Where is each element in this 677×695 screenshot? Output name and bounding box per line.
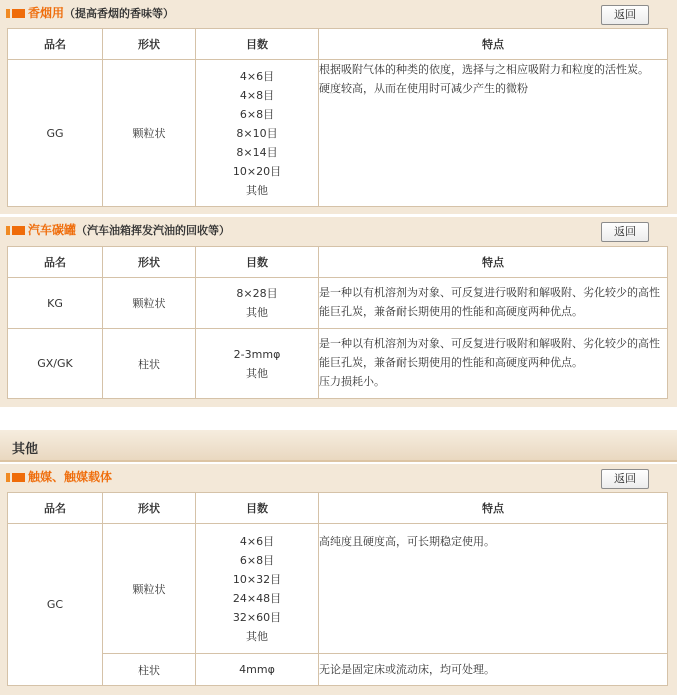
category-title: 其他 [12, 442, 39, 457]
bullet-square-icon [6, 473, 10, 482]
product-shape: 颗粒状 [103, 524, 196, 654]
product-feature [319, 60, 668, 207]
back-button[interactable]: 返回 [601, 469, 649, 489]
section-title-sub: （汽车油箱挥发汽油的回收等） [76, 224, 231, 237]
product-shape: 颗粒状 [103, 60, 196, 207]
table-row [8, 278, 668, 329]
back-button[interactable]: 返回 [601, 5, 649, 25]
category-bar-other [0, 430, 677, 462]
mesh-value: 4×6目 [239, 69, 275, 83]
table-header-row [8, 29, 668, 60]
mesh-value: 6×8目 [239, 553, 275, 567]
feature-text: 无论是固定床或流动床，均可处理。 [319, 663, 495, 676]
product-feature [319, 654, 668, 686]
product-feature [319, 524, 668, 654]
column-header-name: 品名 [8, 493, 103, 524]
section-title [28, 470, 112, 485]
section-title-main: 触媒、触媒载体 [28, 470, 113, 484]
feature-text: 压力损耗小。 [319, 375, 385, 388]
section-title [28, 6, 174, 21]
column-header-feature: 特点 [319, 247, 668, 278]
table-header-row [8, 493, 668, 524]
product-name: KG [8, 278, 103, 329]
table-row [8, 654, 668, 686]
product-table [7, 246, 668, 399]
product-table [7, 492, 668, 686]
section-header [0, 217, 677, 244]
mesh-value: 8×10目 [236, 126, 278, 140]
product-name: GG [8, 60, 103, 207]
mesh-value: 其他 [246, 183, 268, 197]
product-mesh: 4mmφ [196, 654, 319, 686]
mesh-value: 其他 [246, 306, 268, 319]
product-feature [319, 278, 668, 329]
bullet-bar-icon [12, 9, 25, 18]
product-feature [319, 329, 668, 399]
column-header-shape: 形状 [103, 29, 196, 60]
product-name: GC [8, 524, 103, 686]
product-table [7, 28, 668, 207]
mesh-value: 24×48目 [232, 591, 282, 605]
mesh-value: 4×8目 [239, 88, 275, 102]
column-header-shape: 形状 [103, 247, 196, 278]
back-button[interactable]: 返回 [601, 222, 649, 242]
bullet-bar-icon [12, 473, 25, 482]
product-mesh [196, 524, 319, 654]
section-title-main: 汽车碳罐 [28, 223, 77, 237]
mesh-value: 32×60目 [232, 610, 282, 624]
table-row [8, 60, 668, 207]
table-header-row [8, 247, 668, 278]
mesh-value: 2-3mmφ [233, 347, 281, 361]
bullet-bar-icon [12, 226, 25, 235]
column-header-name: 品名 [8, 29, 103, 60]
feature-text: 高纯度且硬度高，可长期稳定使用。 [319, 535, 495, 548]
section-title [28, 223, 230, 238]
bullet-square-icon [6, 226, 10, 235]
column-header-mesh: 目数 [196, 29, 319, 60]
feature-text: 硬度较高，从而在使用时可减少产生的微粉 [319, 82, 528, 95]
mesh-value: 10×20目 [232, 164, 282, 178]
column-header-mesh: 目数 [196, 493, 319, 524]
column-header-feature: 特点 [319, 29, 668, 60]
mesh-value: 4×6目 [239, 534, 275, 548]
mesh-value: 8×28目 [236, 287, 278, 300]
mesh-value: 其他 [246, 629, 268, 643]
section-header [0, 464, 677, 491]
feature-text: 根据吸附气体的种类的依度，选择与之相应吸附力和粒度的活性炭。 [319, 63, 649, 76]
column-header-name: 品名 [8, 247, 103, 278]
feature-text: 是一种以有机溶剂为对象、可反复进行吸附和解吸附、劣化较少的高性能巨孔炭，兼备耐长期使用的性能和高硬度两种优点。 [319, 286, 660, 318]
product-shape: 柱状 [103, 654, 196, 686]
column-header-shape: 形状 [103, 493, 196, 524]
table-row [8, 329, 668, 399]
feature-text: 是一种以有机溶剂为对象、可反复进行吸附和解吸附、劣化较少的高性能巨孔炭，兼备耐长期使用的性能和高硬度两种优点。 [319, 337, 660, 369]
mesh-value: 其他 [246, 366, 268, 380]
product-mesh [196, 329, 319, 399]
mesh-value: 6×8目 [239, 107, 275, 121]
column-header-feature: 特点 [319, 493, 668, 524]
table-row [8, 524, 668, 654]
column-header-mesh: 目数 [196, 247, 319, 278]
product-name: GX/GK [8, 329, 103, 399]
section-car-canister [0, 217, 677, 407]
section-title-main: 香烟用 [28, 6, 65, 20]
product-mesh [196, 278, 319, 329]
mesh-value: 8×14目 [236, 145, 278, 159]
product-shape: 柱状 [103, 329, 196, 399]
mesh-value: 10×32目 [232, 572, 282, 586]
section-header [0, 0, 677, 27]
section-cigarette [0, 0, 677, 214]
bullet-square-icon [6, 9, 10, 18]
section-title-sub: （提高香烟的香味等） [64, 7, 175, 20]
section-catalyst [0, 464, 677, 695]
product-shape: 颗粒状 [103, 278, 196, 329]
product-mesh [196, 60, 319, 207]
